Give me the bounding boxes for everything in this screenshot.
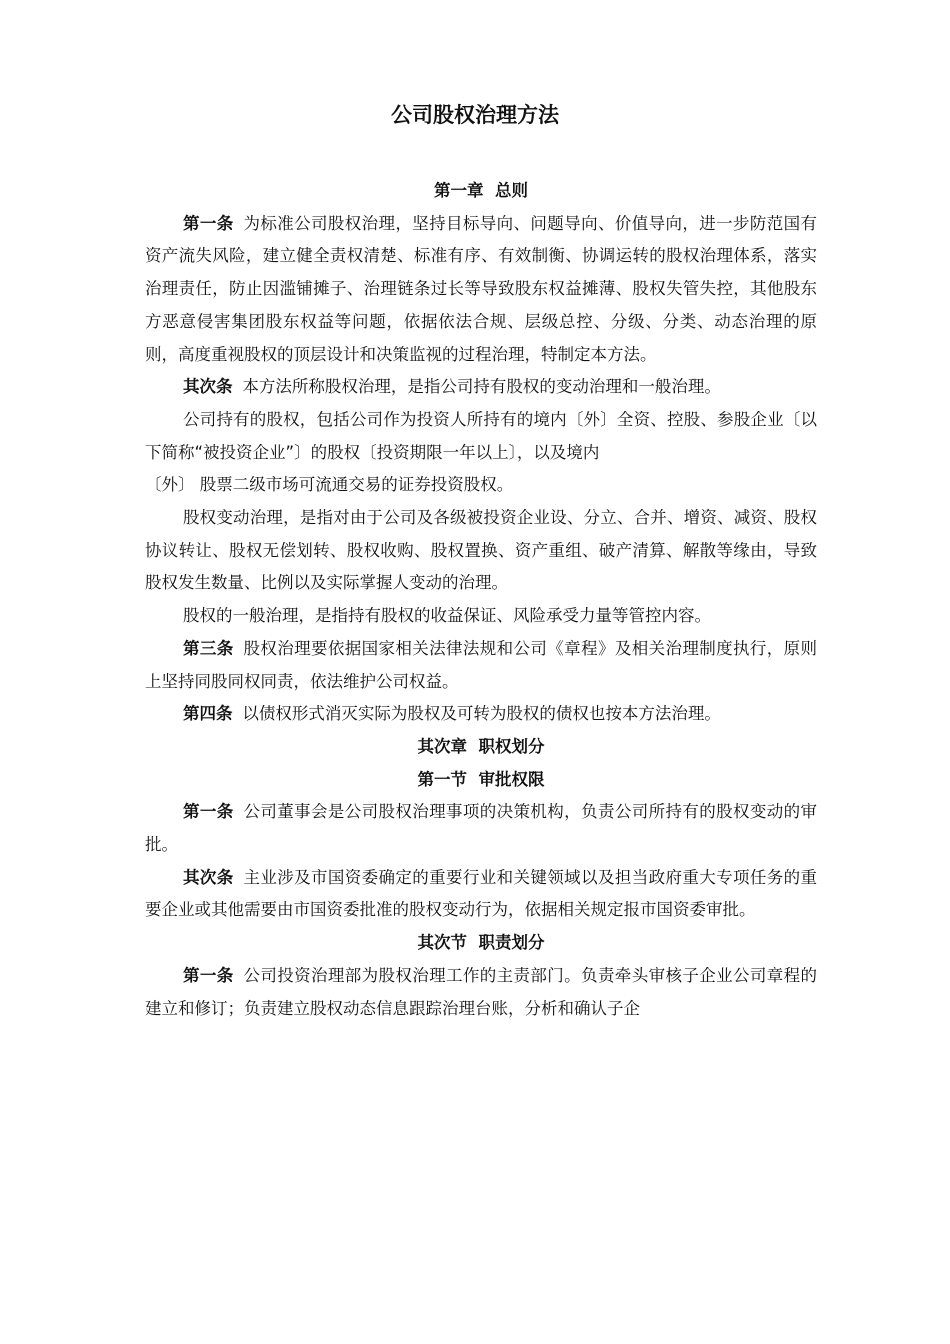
- article-2-paragraph-2b: 〔外〕 股票二级市场可流通交易的证券投资股权。: [145, 475, 514, 495]
- article-2-paragraph-4: 股权的一般治理，是指持有股权的收益保证、风险承受力量等管控内容。: [182, 606, 711, 626]
- section-name: 职责划分: [478, 933, 545, 953]
- article-label: 其次条: [182, 377, 233, 397]
- article-text: 为标准公司股权治理，坚持目标导向、问题导向、价值导向，进一步防范国有资产流失风险，建立健全责权清楚、标准有序、有效制衡、协调运转的股权治理体系，落实治理责任，防止因滥铺摊子、治理链条过长等导致股东权益摊薄、股权失管失控，其他股东方恶意侵害集团股东权益等问题，依据依法合规、层级总控、分级、分类、动态治理的原则，高度重视股权的顶层设计和决策监视的过程治理，特制定本方法。: [145, 213, 818, 364]
- section-1-article-1: [145, 796, 817, 861]
- chapter-number: 其次章: [417, 736, 467, 756]
- article-text: 本方法所称股权治理，是指公司持有股权的变动治理和一般治理。: [242, 377, 721, 397]
- article-label: 第一条: [182, 213, 234, 233]
- document-title: 公司股权治理方法: [391, 103, 559, 127]
- document-body: [145, 175, 817, 1025]
- article-2-paragraph-3: 股权变动治理，是指对由于公司及各级被投资企业设、分立、合并、增资、减资、股权协议转让、股权无偿划转、股权收购、股权置换、资产重组、破产清算、解散等缘由，导致股权发生数量、比例以及实际掌握人变动的治理。: [145, 508, 817, 593]
- article-text: 以债权形式消灭实际为股权及可转为股权的债权也按本方法治理。: [242, 704, 721, 724]
- article-1: [145, 208, 817, 372]
- article-2: [145, 371, 817, 404]
- section-number: 第一节: [417, 769, 467, 789]
- article-label: 第一条: [182, 965, 234, 985]
- section-name: 审批权限: [478, 769, 545, 789]
- article-text: 公司董事会是公司股权治理事项的决策机构，负责公司所持有的股权变动的审批。: [145, 802, 818, 855]
- article-label: 第一条: [182, 802, 234, 822]
- chapter-2-heading: [145, 731, 817, 764]
- article-label: 第四条: [182, 704, 233, 724]
- section-1-heading: [145, 764, 817, 797]
- article-text: 股权治理要依据国家相关法律法规和公司《章程》及相关治理制度执行，原则上坚持同股同权同责，依法维护公司权益。: [145, 638, 818, 691]
- article-3: [145, 633, 817, 698]
- chapter-name: 总则: [495, 181, 529, 200]
- article-text: 主业涉及市国资委确定的重要行业和关键领域以及担当政府重大专项任务的重要企业或其他需要由市国资委批准的股权变动行为，依据相关规定报市国资委审批。: [145, 867, 818, 920]
- article-2-paragraph-2a: 公司持有的股权，包括公司作为投资人所持有的境内〔外〕全资、控股、参股企业〔以下简称“被投资企业”〕的股权〔投资期限一年以上〕，以及境内: [145, 409, 817, 462]
- section-1-article-2: [145, 862, 817, 927]
- chapter-number: 第一章: [433, 181, 484, 200]
- chapter-1-heading: [145, 175, 817, 208]
- section-2-heading: [145, 927, 817, 960]
- article-label: 第三条: [182, 638, 234, 658]
- chapter-name: 职权划分: [478, 736, 545, 756]
- section-2-article-1: [145, 960, 817, 1025]
- article-text: 公司投资治理部为股权治理工作的主责部门。负责牵头审核子企业公司章程的建立和修订；负责建立股权动态信息跟踪治理台账，分析和确认子企: [145, 965, 818, 1018]
- article-label: 其次条: [182, 867, 234, 887]
- section-number: 其次节: [417, 933, 467, 953]
- article-4: [145, 698, 817, 731]
